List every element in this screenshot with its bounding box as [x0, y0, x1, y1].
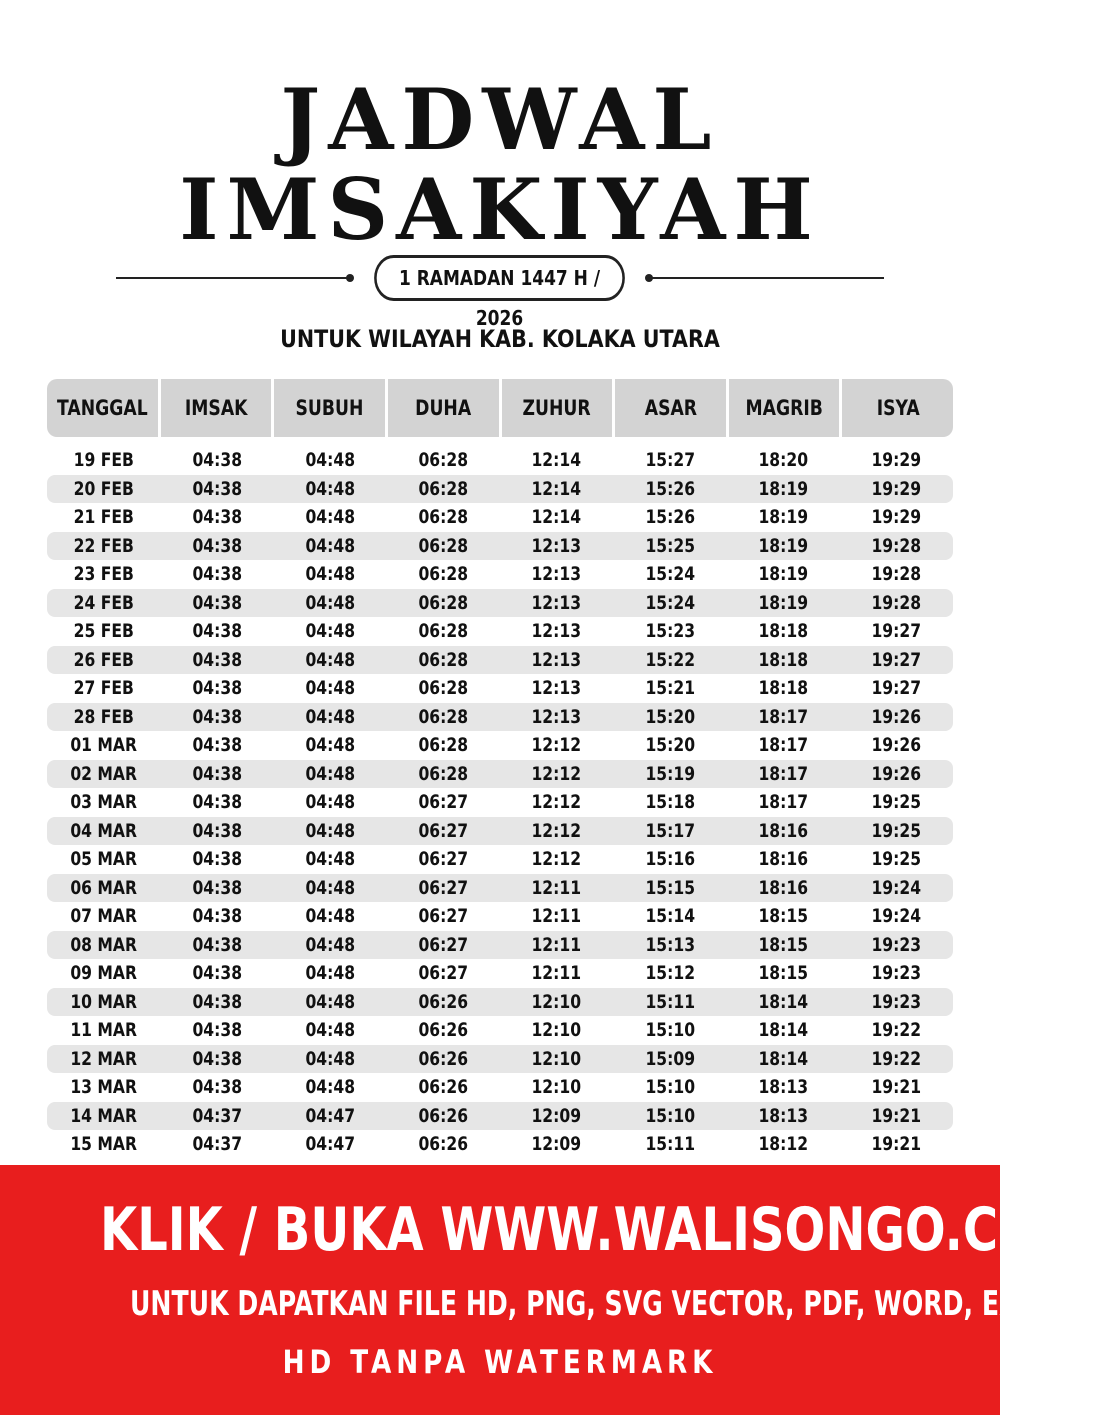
cell-duha: 06:28 — [418, 506, 469, 528]
cell-isya: 19:27 — [871, 648, 922, 671]
cell-magrib: 18:16 — [758, 819, 808, 842]
cell-subuh: 04:48 — [305, 705, 355, 728]
table-row — [47, 560, 953, 589]
cell-imsak: 04:38 — [192, 933, 242, 956]
cell-duha: 06:28 — [418, 734, 469, 756]
cell-isya: 19:28 — [871, 591, 922, 614]
cell-asar: 15:12 — [645, 962, 695, 984]
cell-isya: 19:24 — [871, 905, 922, 927]
cell-tanggal: 27 FEB — [73, 677, 134, 699]
cell-isya: 19:27 — [871, 677, 922, 699]
cell-magrib: 18:20 — [758, 449, 808, 471]
table-row — [47, 845, 953, 874]
cell-imsak: 04:38 — [192, 534, 242, 557]
cell-tanggal: 01 MAR — [70, 734, 137, 756]
cell-magrib: 18:13 — [758, 1104, 808, 1127]
cell-duha: 06:28 — [418, 477, 469, 500]
cell-subuh: 04:48 — [305, 477, 355, 500]
cell-magrib: 18:19 — [758, 506, 808, 528]
title-line-1: JADWAL — [280, 70, 720, 169]
cell-imsak: 04:38 — [192, 876, 242, 899]
cell-isya: 19:21 — [871, 1133, 922, 1155]
cell-zuhur: 12:12 — [531, 791, 582, 813]
cell-isya: 19:25 — [871, 791, 922, 813]
cell-imsak: 04:38 — [192, 449, 242, 471]
cell-asar: 15:23 — [645, 620, 695, 642]
cell-asar: 15:19 — [645, 762, 695, 785]
cell-isya: 19:29 — [871, 477, 922, 500]
cell-magrib: 18:14 — [758, 1019, 808, 1041]
table-row — [47, 988, 953, 1017]
cell-duha: 06:28 — [418, 677, 469, 699]
cell-subuh: 04:48 — [305, 848, 355, 870]
cell-imsak: 04:38 — [192, 591, 242, 614]
cell-duha: 06:27 — [418, 876, 469, 899]
cell-asar: 15:17 — [645, 819, 695, 842]
cell-magrib: 18:15 — [758, 905, 808, 927]
table-row — [47, 589, 953, 618]
cell-zuhur: 12:12 — [531, 819, 582, 842]
cell-tanggal: 12 MAR — [70, 1047, 137, 1070]
cell-duha: 06:27 — [418, 848, 469, 870]
cell-imsak: 04:38 — [192, 648, 242, 671]
cell-subuh: 04:48 — [305, 876, 355, 899]
table-row — [47, 731, 953, 760]
cell-isya: 19:25 — [871, 848, 922, 870]
table-row — [47, 1130, 953, 1159]
cell-isya: 19:26 — [871, 762, 922, 785]
cell-zuhur: 12:13 — [531, 705, 582, 728]
table-row — [47, 503, 953, 532]
cell-zuhur: 12:14 — [531, 506, 582, 528]
cell-tanggal: 02 MAR — [70, 762, 137, 785]
cell-zuhur: 12:10 — [531, 1076, 582, 1098]
cell-subuh: 04:48 — [305, 1047, 355, 1070]
cell-imsak: 04:38 — [192, 1019, 242, 1041]
cell-imsak: 04:38 — [192, 848, 242, 870]
cell-asar: 15:18 — [645, 791, 695, 813]
ramadan-badge: 1 RAMADAN 1447 H / 2026 — [374, 255, 625, 301]
cell-tanggal: 22 FEB — [73, 534, 134, 557]
cell-duha: 06:28 — [418, 620, 469, 642]
cell-magrib: 18:19 — [758, 563, 808, 585]
cell-magrib: 18:14 — [758, 990, 808, 1013]
cell-isya: 19:21 — [871, 1076, 922, 1098]
cell-isya: 19:23 — [871, 990, 922, 1013]
cell-tanggal: 05 MAR — [70, 848, 137, 870]
cell-duha: 06:27 — [418, 905, 469, 927]
column-header-magrib: MAGRIB — [726, 379, 840, 437]
cell-duha: 06:26 — [418, 1019, 469, 1041]
cell-isya: 19:26 — [871, 705, 922, 728]
cell-tanggal: 15 MAR — [70, 1133, 137, 1155]
cell-zuhur: 12:11 — [531, 876, 582, 899]
cell-zuhur: 12:13 — [531, 534, 582, 557]
cell-tanggal: 24 FEB — [73, 591, 134, 614]
cell-magrib: 18:12 — [758, 1133, 808, 1155]
cell-duha: 06:26 — [418, 1133, 469, 1155]
cell-asar: 15:16 — [645, 848, 695, 870]
cell-subuh: 04:47 — [305, 1104, 355, 1127]
cell-subuh: 04:48 — [305, 591, 355, 614]
cell-asar: 15:22 — [645, 648, 695, 671]
table-row — [47, 1016, 953, 1045]
cell-isya: 19:28 — [871, 563, 922, 585]
cell-magrib: 18:13 — [758, 1076, 808, 1098]
cell-isya: 19:29 — [871, 506, 922, 528]
cell-subuh: 04:48 — [305, 648, 355, 671]
table-row — [47, 959, 953, 988]
cell-imsak: 04:38 — [192, 990, 242, 1013]
column-header-imsak: IMSAK — [158, 379, 272, 437]
table-row — [47, 532, 953, 561]
cell-magrib: 18:17 — [758, 705, 808, 728]
cell-duha: 06:28 — [418, 705, 469, 728]
cell-asar: 15:14 — [645, 905, 695, 927]
cell-asar: 15:11 — [645, 1133, 695, 1155]
cell-asar: 15:10 — [645, 1019, 695, 1041]
cell-magrib: 18:18 — [758, 620, 808, 642]
cell-imsak: 04:38 — [192, 734, 242, 756]
cell-tanggal: 10 MAR — [70, 990, 137, 1013]
column-header-duha: DUHA — [385, 379, 499, 437]
cell-asar: 15:13 — [645, 933, 695, 956]
cell-imsak: 04:38 — [192, 506, 242, 528]
cell-duha: 06:26 — [418, 990, 469, 1013]
cell-duha: 06:28 — [418, 449, 469, 471]
cell-asar: 15:20 — [645, 734, 695, 756]
table-row — [47, 475, 953, 504]
region-subtitle: UNTUK WILAYAH KAB. KOLAKA UTARA — [280, 325, 720, 353]
cell-subuh: 04:48 — [305, 734, 355, 756]
cell-imsak: 04:38 — [192, 563, 242, 585]
cell-isya: 19:28 — [871, 534, 922, 557]
cell-tanggal: 08 MAR — [70, 933, 137, 956]
cell-magrib: 18:17 — [758, 791, 808, 813]
cell-zuhur: 12:13 — [531, 591, 582, 614]
cell-imsak: 04:38 — [192, 905, 242, 927]
cell-asar: 15:11 — [645, 990, 695, 1013]
cell-duha: 06:28 — [418, 648, 469, 671]
cell-magrib: 18:18 — [758, 648, 808, 671]
cell-duha: 06:26 — [418, 1076, 469, 1098]
cell-tanggal: 26 FEB — [73, 648, 134, 671]
cell-zuhur: 12:09 — [531, 1133, 582, 1155]
cell-subuh: 04:48 — [305, 506, 355, 528]
cell-duha: 06:27 — [418, 933, 469, 956]
cell-tanggal: 28 FEB — [73, 705, 134, 728]
title-line-2: IMSAKIYAH — [179, 160, 821, 259]
cell-asar: 15:20 — [645, 705, 695, 728]
cell-imsak: 04:37 — [192, 1133, 242, 1155]
cell-magrib: 18:19 — [758, 591, 808, 614]
cell-isya: 19:25 — [871, 819, 922, 842]
cell-subuh: 04:48 — [305, 620, 355, 642]
cell-magrib: 18:15 — [758, 962, 808, 984]
cell-imsak: 04:38 — [192, 705, 242, 728]
cell-subuh: 04:48 — [305, 905, 355, 927]
table-row — [47, 902, 953, 931]
cell-tanggal: 07 MAR — [70, 905, 137, 927]
table-row — [47, 817, 953, 846]
cell-zuhur: 12:12 — [531, 734, 582, 756]
table-row — [47, 1045, 953, 1074]
cell-imsak: 04:38 — [192, 1076, 242, 1098]
table-row — [47, 1073, 953, 1102]
cell-magrib: 18:15 — [758, 933, 808, 956]
cell-magrib: 18:19 — [758, 477, 808, 500]
cell-subuh: 04:48 — [305, 791, 355, 813]
cell-magrib: 18:18 — [758, 677, 808, 699]
cell-tanggal: 13 MAR — [70, 1076, 137, 1098]
cell-imsak: 04:38 — [192, 819, 242, 842]
cell-tanggal: 03 MAR — [70, 791, 137, 813]
cell-zuhur: 12:13 — [531, 563, 582, 585]
table-row — [47, 931, 953, 960]
cell-tanggal: 09 MAR — [70, 962, 137, 984]
cell-duha: 06:27 — [418, 819, 469, 842]
cell-zuhur: 12:12 — [531, 848, 582, 870]
table-row — [47, 760, 953, 789]
cell-magrib: 18:19 — [758, 534, 808, 557]
cell-isya: 19:22 — [871, 1019, 922, 1041]
cell-subuh: 04:48 — [305, 449, 355, 471]
cell-isya: 19:21 — [871, 1104, 922, 1127]
column-header-isya: ISYA — [839, 379, 953, 437]
cell-isya: 19:24 — [871, 876, 922, 899]
cell-tanggal: 11 MAR — [70, 1019, 137, 1041]
cell-zuhur: 12:14 — [531, 449, 582, 471]
cell-isya: 19:23 — [871, 933, 922, 956]
cell-duha: 06:27 — [418, 962, 469, 984]
cell-asar: 15:21 — [645, 677, 695, 699]
cell-duha: 06:26 — [418, 1047, 469, 1070]
cell-tanggal: 14 MAR — [70, 1104, 137, 1127]
cell-subuh: 04:48 — [305, 762, 355, 785]
cell-duha: 06:28 — [418, 534, 469, 557]
cell-magrib: 18:17 — [758, 734, 808, 756]
cell-tanggal: 20 FEB — [73, 477, 134, 500]
cell-subuh: 04:48 — [305, 819, 355, 842]
cell-duha: 06:27 — [418, 791, 469, 813]
cell-duha: 06:28 — [418, 563, 469, 585]
cell-tanggal: 04 MAR — [70, 819, 137, 842]
cell-magrib: 18:17 — [758, 762, 808, 785]
cell-imsak: 04:38 — [192, 677, 242, 699]
cell-tanggal: 25 FEB — [73, 620, 134, 642]
table-row — [47, 1102, 953, 1131]
cell-tanggal: 21 FEB — [73, 506, 134, 528]
cell-subuh: 04:48 — [305, 563, 355, 585]
cell-zuhur: 12:10 — [531, 1019, 582, 1041]
divider-left — [116, 277, 352, 279]
cell-zuhur: 12:13 — [531, 677, 582, 699]
cell-zuhur: 12:10 — [531, 1047, 582, 1070]
cell-subuh: 04:48 — [305, 677, 355, 699]
table-row — [47, 617, 953, 646]
column-header-asar: ASAR — [612, 379, 726, 437]
cell-asar: 15:09 — [645, 1047, 695, 1070]
table-row — [47, 874, 953, 903]
cell-subuh: 04:48 — [305, 990, 355, 1013]
cell-zuhur: 12:11 — [531, 905, 582, 927]
cell-zuhur: 12:10 — [531, 990, 582, 1013]
column-header-zuhur: ZUHUR — [499, 379, 613, 437]
cell-subuh: 04:48 — [305, 1076, 355, 1098]
cell-asar: 15:24 — [645, 591, 695, 614]
cell-tanggal: 19 FEB — [73, 449, 134, 471]
cell-isya: 19:27 — [871, 620, 922, 642]
table-header — [47, 379, 953, 437]
table-row — [47, 788, 953, 817]
cell-zuhur: 12:09 — [531, 1104, 582, 1127]
cell-zuhur: 12:14 — [531, 477, 582, 500]
cell-asar: 15:27 — [645, 449, 695, 471]
cell-zuhur: 12:13 — [531, 620, 582, 642]
cell-zuhur: 12:11 — [531, 933, 582, 956]
cell-duha: 06:28 — [418, 591, 469, 614]
cell-magrib: 18:16 — [758, 876, 808, 899]
cell-asar: 15:24 — [645, 563, 695, 585]
cell-subuh: 04:48 — [305, 1019, 355, 1041]
cell-asar: 15:26 — [645, 506, 695, 528]
cell-zuhur: 12:11 — [531, 962, 582, 984]
cell-imsak: 04:38 — [192, 762, 242, 785]
column-header-subuh: SUBUH — [271, 379, 385, 437]
table-row — [47, 446, 953, 475]
cell-magrib: 18:16 — [758, 848, 808, 870]
cell-asar: 15:10 — [645, 1076, 695, 1098]
cell-subuh: 04:48 — [305, 962, 355, 984]
cell-zuhur: 12:13 — [531, 648, 582, 671]
cell-isya: 19:22 — [871, 1047, 922, 1070]
cell-duha: 06:28 — [418, 762, 469, 785]
cell-zuhur: 12:12 — [531, 762, 582, 785]
table-row — [47, 703, 953, 732]
cell-imsak: 04:38 — [192, 1047, 242, 1070]
promo-formats-text: UNTUK DAPATKAN FILE HD, PNG, SVG VECTOR, PDF, WORD, EXCEL — [130, 1284, 1070, 1324]
table-row — [47, 646, 953, 675]
cell-isya: 19:29 — [871, 449, 922, 471]
cell-duha: 06:26 — [418, 1104, 469, 1127]
table-row — [47, 674, 953, 703]
divider-right — [647, 277, 884, 279]
cell-subuh: 04:47 — [305, 1133, 355, 1155]
promo-link-text[interactable]: KLIK / BUKA WWW.WALISONGO.CO.ID — [100, 1195, 1114, 1265]
cell-imsak: 04:37 — [192, 1104, 242, 1127]
cell-imsak: 04:38 — [192, 791, 242, 813]
cell-tanggal: 23 FEB — [73, 563, 134, 585]
promo-watermark-text: HD TANPA WATERMARK — [282, 1343, 718, 1381]
cell-isya: 19:26 — [871, 734, 922, 756]
cell-subuh: 04:48 — [305, 534, 355, 557]
cell-imsak: 04:38 — [192, 620, 242, 642]
cell-asar: 15:26 — [645, 477, 695, 500]
cell-asar: 15:15 — [645, 876, 695, 899]
cell-isya: 19:23 — [871, 962, 922, 984]
column-header-tanggal: TANGGAL — [56, 396, 148, 420]
cell-imsak: 04:38 — [192, 477, 242, 500]
cell-asar: 15:10 — [645, 1104, 695, 1127]
cell-tanggal: 06 MAR — [70, 876, 137, 899]
cell-imsak: 04:38 — [192, 962, 242, 984]
cell-subuh: 04:48 — [305, 933, 355, 956]
cell-magrib: 18:14 — [758, 1047, 808, 1070]
cell-asar: 15:25 — [645, 534, 695, 557]
schedule-table-body — [47, 446, 953, 1159]
